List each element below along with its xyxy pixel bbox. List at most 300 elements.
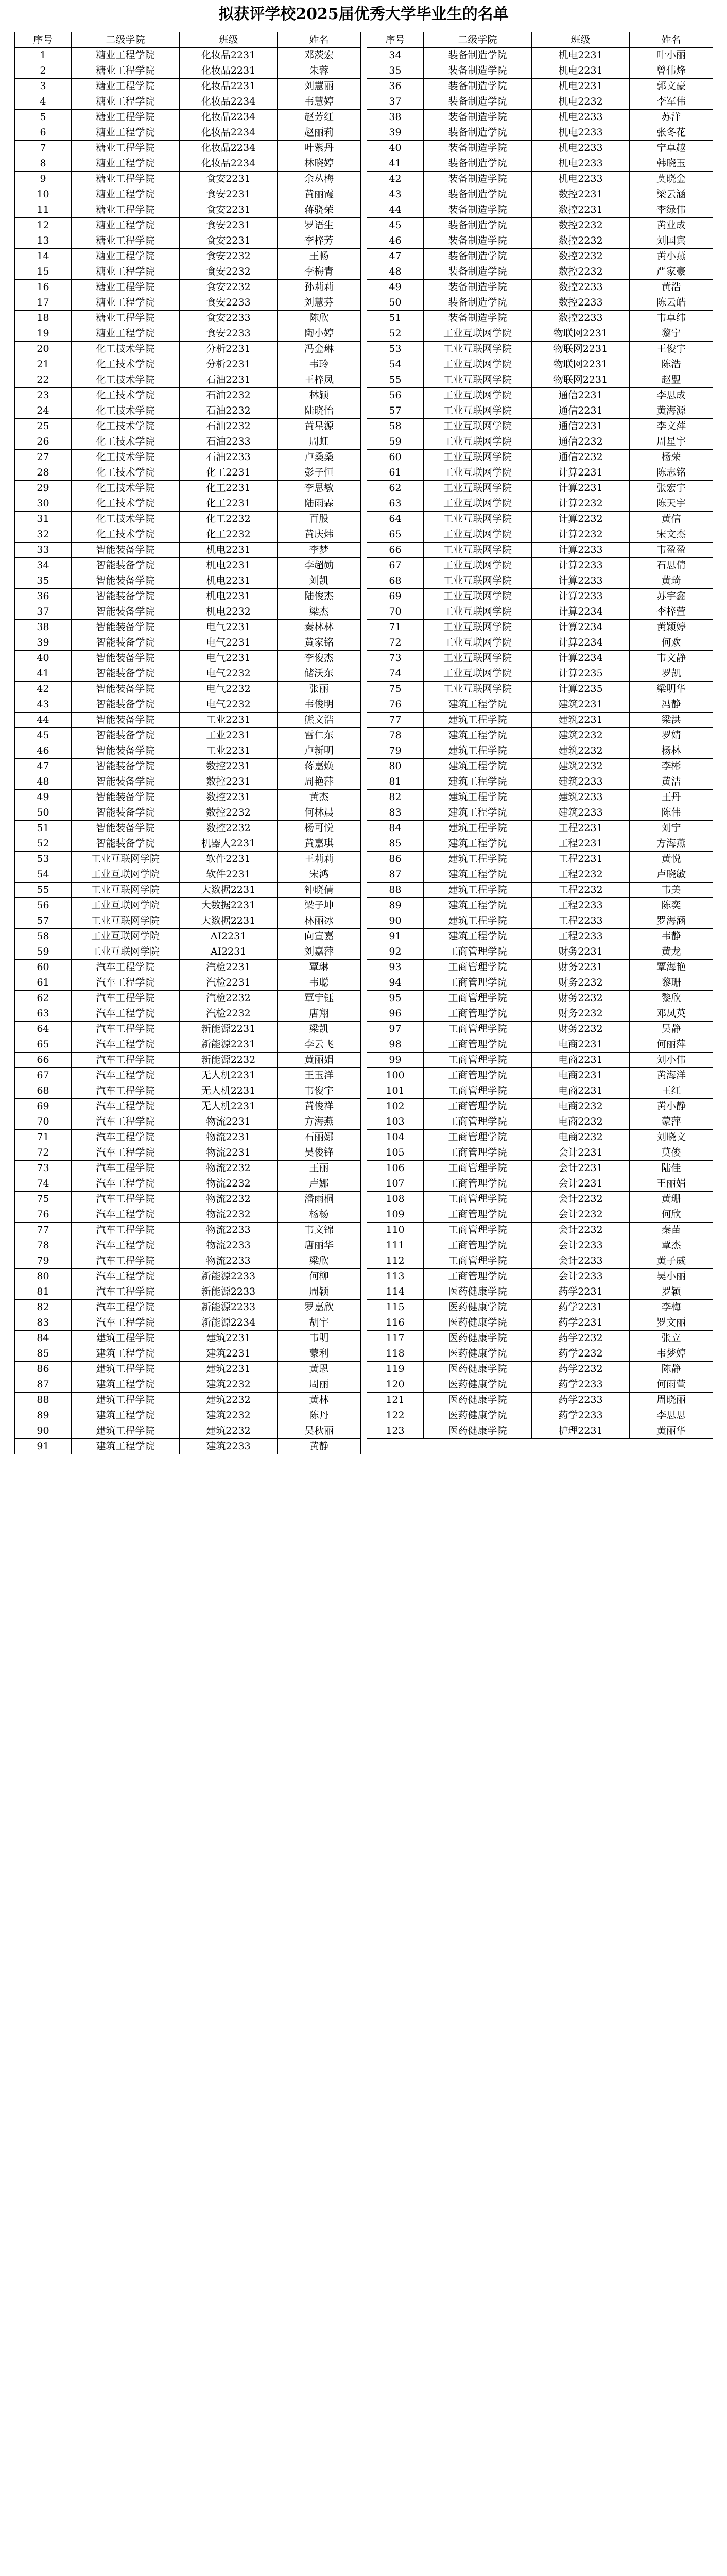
table-row — [15, 883, 361, 898]
table-row — [367, 156, 713, 172]
cell-class: 会计2232 — [532, 1223, 630, 1238]
cell-name: 陈云皓 — [630, 295, 713, 311]
cell-number: 50 — [367, 295, 424, 311]
cell-number: 4 — [15, 94, 72, 110]
cell-class: 化工2231 — [180, 496, 278, 512]
cell-class: 药学2232 — [532, 1331, 630, 1346]
cell-class: 财务2231 — [532, 944, 630, 960]
cell-class: 会计2233 — [532, 1238, 630, 1253]
cell-number: 54 — [15, 867, 72, 883]
table-row — [15, 898, 361, 913]
cell-class: 物联网2231 — [532, 342, 630, 357]
roster-table-right — [367, 32, 713, 1439]
cell-number: 42 — [367, 172, 424, 187]
cell-number: 84 — [367, 821, 424, 836]
cell-class: 食安2232 — [180, 264, 278, 280]
cell-college: 工商管理学院 — [424, 975, 532, 991]
cell-name: 卢晓敏 — [630, 867, 713, 883]
cell-class: 药学2232 — [532, 1346, 630, 1362]
cell-number: 85 — [367, 836, 424, 852]
cell-college: 建筑工程学院 — [72, 1331, 180, 1346]
table-row — [367, 1408, 713, 1423]
cell-number: 75 — [15, 1192, 72, 1207]
cell-number: 79 — [15, 1253, 72, 1269]
cell-name: 李俊杰 — [278, 651, 361, 666]
table-row — [367, 419, 713, 434]
cell-college: 工业互联网学院 — [424, 527, 532, 543]
cell-number: 33 — [15, 543, 72, 558]
cell-number: 60 — [367, 450, 424, 465]
cell-name: 李思成 — [630, 388, 713, 403]
table-row — [367, 543, 713, 558]
cell-college: 智能装备学院 — [72, 604, 180, 620]
cell-college: 医药健康学院 — [424, 1393, 532, 1408]
cell-college: 装备制造学院 — [424, 125, 532, 141]
cell-number: 100 — [367, 1068, 424, 1083]
table-row — [367, 48, 713, 63]
cell-number: 74 — [367, 666, 424, 682]
cell-class: 会计2232 — [532, 1207, 630, 1223]
table-row — [367, 1099, 713, 1114]
cell-class: 工业2231 — [180, 743, 278, 759]
cell-name: 陈静 — [630, 1362, 713, 1377]
table-row — [15, 1284, 361, 1300]
cell-name: 梁欣 — [278, 1253, 361, 1269]
cell-class: 计算2234 — [532, 604, 630, 620]
cell-number: 28 — [15, 465, 72, 481]
table-row — [15, 1238, 361, 1253]
page-title: 拟获评学校2025届优秀大学毕业生的名单 — [218, 5, 509, 23]
cell-college: 糖业工程学院 — [72, 202, 180, 218]
table-row — [367, 728, 713, 743]
cell-name: 陈浩 — [630, 357, 713, 372]
cell-college: 智能装备学院 — [72, 774, 180, 790]
table-row — [15, 233, 361, 249]
cell-class: 计算2232 — [532, 512, 630, 527]
cell-college: 智能装备学院 — [72, 651, 180, 666]
cell-college: 建筑工程学院 — [424, 743, 532, 759]
cell-class: 计算2235 — [532, 666, 630, 682]
cell-name: 黄海源 — [630, 403, 713, 419]
cell-number: 53 — [367, 342, 424, 357]
cell-college: 装备制造学院 — [424, 311, 532, 326]
cell-class: 物流2233 — [180, 1238, 278, 1253]
cell-college: 化工技术学院 — [72, 481, 180, 496]
cell-number: 96 — [367, 1006, 424, 1022]
table-row — [15, 125, 361, 141]
table-row — [367, 481, 713, 496]
cell-college: 智能装备学院 — [72, 573, 180, 589]
cell-class: 计算2234 — [532, 651, 630, 666]
table-row — [367, 1145, 713, 1161]
table-row — [15, 604, 361, 620]
cell-class: 大数据2231 — [180, 883, 278, 898]
cell-college: 工业互联网学院 — [424, 481, 532, 496]
cell-number: 89 — [15, 1408, 72, 1423]
cell-number: 6 — [15, 125, 72, 141]
cell-name: 宋鸿 — [278, 867, 361, 883]
table-row — [15, 543, 361, 558]
cell-class: 电气2231 — [180, 651, 278, 666]
cell-class: 化妆品2234 — [180, 94, 278, 110]
cell-name: 李超勋 — [278, 558, 361, 573]
cell-name: 周艳萍 — [278, 774, 361, 790]
cell-name: 卢桑桑 — [278, 450, 361, 465]
table-row — [367, 774, 713, 790]
cell-college: 工业互联网学院 — [72, 852, 180, 867]
cell-college: 糖业工程学院 — [72, 233, 180, 249]
cell-class: 机电2231 — [180, 543, 278, 558]
cell-number: 36 — [15, 589, 72, 604]
cell-college: 建筑工程学院 — [72, 1393, 180, 1408]
cell-name: 梁凯 — [278, 1022, 361, 1037]
cell-class: 化工2231 — [180, 481, 278, 496]
cell-class: 通信2231 — [532, 419, 630, 434]
cell-number: 47 — [15, 759, 72, 774]
table-row — [367, 852, 713, 867]
cell-college: 医药健康学院 — [424, 1346, 532, 1362]
cell-name: 刘宁 — [630, 821, 713, 836]
cell-college: 装备制造学院 — [424, 172, 532, 187]
cell-college: 智能装备学院 — [72, 682, 180, 697]
cell-college: 医药健康学院 — [424, 1331, 532, 1346]
cell-college: 建筑工程学院 — [72, 1408, 180, 1423]
cell-name: 黄浩 — [630, 280, 713, 295]
table-row — [15, 713, 361, 728]
cell-number: 74 — [15, 1176, 72, 1192]
cell-number: 37 — [367, 94, 424, 110]
cell-class: 会计2231 — [532, 1161, 630, 1176]
cell-college: 工业互联网学院 — [424, 434, 532, 450]
cell-name: 卢娜 — [278, 1176, 361, 1192]
table-row — [367, 883, 713, 898]
cell-college: 装备制造学院 — [424, 156, 532, 172]
cell-name: 向宣嘉 — [278, 929, 361, 944]
table-row — [15, 573, 361, 589]
cell-class: 食安2233 — [180, 295, 278, 311]
cell-college: 化工技术学院 — [72, 496, 180, 512]
cell-class: 财务2231 — [532, 960, 630, 975]
cell-college: 工业互联网学院 — [424, 620, 532, 635]
table-row — [15, 79, 361, 94]
cell-college: 汽车工程学院 — [72, 1315, 180, 1331]
cell-class: 大数据2231 — [180, 913, 278, 929]
cell-class: 机电2232 — [532, 94, 630, 110]
cell-name: 王畅 — [278, 249, 361, 264]
cell-college: 化工技术学院 — [72, 419, 180, 434]
cell-college: 智能装备学院 — [72, 805, 180, 821]
table-row — [367, 867, 713, 883]
cell-number: 89 — [367, 898, 424, 913]
cell-class: 化妆品2231 — [180, 79, 278, 94]
cell-college: 汽车工程学院 — [72, 1006, 180, 1022]
cell-class: 建筑2232 — [180, 1408, 278, 1423]
cell-number: 11 — [15, 202, 72, 218]
cell-college: 工业互联网学院 — [424, 388, 532, 403]
cell-number: 123 — [367, 1423, 424, 1439]
table-row — [367, 589, 713, 604]
table-row — [15, 1253, 361, 1269]
cell-college: 工业互联网学院 — [424, 465, 532, 481]
table-row — [367, 342, 713, 357]
table-row — [367, 187, 713, 202]
table-row — [15, 172, 361, 187]
table-row — [15, 1223, 361, 1238]
cell-name: 罗语生 — [278, 218, 361, 233]
table-row — [15, 1006, 361, 1022]
cell-number: 86 — [15, 1362, 72, 1377]
cell-number: 13 — [15, 233, 72, 249]
table-row — [15, 1192, 361, 1207]
table-row — [15, 1022, 361, 1037]
cell-name: 黄嘉琪 — [278, 836, 361, 852]
cell-number: 70 — [367, 604, 424, 620]
cell-name: 杨可悦 — [278, 821, 361, 836]
table-row — [15, 635, 361, 651]
table-row — [15, 1331, 361, 1346]
cell-class: 汽检2231 — [180, 960, 278, 975]
cell-name: 黄俊祥 — [278, 1099, 361, 1114]
cell-number: 114 — [367, 1284, 424, 1300]
cell-college: 化工技术学院 — [72, 434, 180, 450]
cell-class: 工程2233 — [532, 913, 630, 929]
cell-name: 罗文丽 — [630, 1315, 713, 1331]
table-row — [367, 434, 713, 450]
cell-college: 医药健康学院 — [424, 1377, 532, 1393]
table-row — [15, 913, 361, 929]
cell-class: 化妆品2234 — [180, 110, 278, 125]
cell-name: 黄小燕 — [630, 249, 713, 264]
cell-number: 34 — [367, 48, 424, 63]
table-row — [15, 1423, 361, 1439]
cell-name: 黄洁 — [630, 774, 713, 790]
cell-class: 建筑2231 — [532, 697, 630, 713]
cell-number: 17 — [15, 295, 72, 311]
cell-class: 工程2231 — [532, 836, 630, 852]
cell-number: 46 — [15, 743, 72, 759]
cell-college: 汽车工程学院 — [72, 1022, 180, 1037]
cell-number: 48 — [15, 774, 72, 790]
cell-class: 建筑2232 — [180, 1423, 278, 1439]
cell-name: 韦慧婷 — [278, 94, 361, 110]
cell-college: 工业互联网学院 — [424, 589, 532, 604]
cell-class: 数控2231 — [180, 790, 278, 805]
cell-class: 数控2231 — [180, 759, 278, 774]
cell-number: 72 — [15, 1145, 72, 1161]
cell-name: 潘雨桐 — [278, 1192, 361, 1207]
table-row — [367, 218, 713, 233]
cell-class: 石油2233 — [180, 434, 278, 450]
cell-name: 李梦 — [278, 543, 361, 558]
cell-college: 装备制造学院 — [424, 94, 532, 110]
cell-class: 通信2231 — [532, 403, 630, 419]
cell-class: 建筑2231 — [180, 1346, 278, 1362]
cell-class: 建筑2231 — [532, 713, 630, 728]
cell-number: 44 — [367, 202, 424, 218]
cell-college: 工业互联网学院 — [424, 635, 532, 651]
cell-class: 食安2231 — [180, 202, 278, 218]
table-row — [15, 218, 361, 233]
table-row — [15, 1393, 361, 1408]
cell-number: 55 — [15, 883, 72, 898]
table-row — [367, 790, 713, 805]
cell-college: 建筑工程学院 — [424, 836, 532, 852]
cell-college: 糖业工程学院 — [72, 249, 180, 264]
cell-class: 物流2231 — [180, 1145, 278, 1161]
table-row — [367, 527, 713, 543]
cell-name: 吴静 — [630, 1022, 713, 1037]
cell-number: 112 — [367, 1253, 424, 1269]
cell-college: 建筑工程学院 — [424, 790, 532, 805]
cell-name: 黎宁 — [630, 326, 713, 342]
table-row — [367, 898, 713, 913]
cell-number: 56 — [367, 388, 424, 403]
cell-class: 建筑2233 — [532, 805, 630, 821]
cell-number: 30 — [15, 496, 72, 512]
cell-number: 84 — [15, 1331, 72, 1346]
table-row — [15, 496, 361, 512]
cell-class: 机电2233 — [532, 125, 630, 141]
cell-name: 梁杰 — [278, 604, 361, 620]
header-class: 班级 — [532, 32, 630, 48]
cell-number: 68 — [367, 573, 424, 589]
cell-college: 糖业工程学院 — [72, 326, 180, 342]
table-row — [367, 1053, 713, 1068]
cell-college: 工商管理学院 — [424, 1145, 532, 1161]
cell-number: 79 — [367, 743, 424, 759]
cell-number: 93 — [367, 960, 424, 975]
cell-name: 陶小婷 — [278, 326, 361, 342]
cell-college: 装备制造学院 — [424, 110, 532, 125]
cell-college: 工商管理学院 — [424, 1022, 532, 1037]
cell-name: 卢新明 — [278, 743, 361, 759]
table-row — [367, 620, 713, 635]
cell-number: 78 — [367, 728, 424, 743]
cell-number: 97 — [367, 1022, 424, 1037]
cell-name: 叶紫丹 — [278, 141, 361, 156]
cell-name: 李彬 — [630, 759, 713, 774]
cell-class: 软件2231 — [180, 867, 278, 883]
cell-college: 智能装备学院 — [72, 821, 180, 836]
cell-number: 71 — [367, 620, 424, 635]
cell-college: 化工技术学院 — [72, 403, 180, 419]
cell-class: 数控2232 — [532, 249, 630, 264]
table-row — [367, 1362, 713, 1377]
cell-name: 罗海涵 — [630, 913, 713, 929]
cell-name: 韦美 — [630, 883, 713, 898]
cell-class: 会计2231 — [532, 1176, 630, 1192]
cell-name: 黄龙 — [630, 944, 713, 960]
cell-college: 工商管理学院 — [424, 1207, 532, 1223]
cell-college: 汽车工程学院 — [72, 975, 180, 991]
table-row — [15, 790, 361, 805]
cell-class: 药学2232 — [532, 1362, 630, 1377]
cell-number: 34 — [15, 558, 72, 573]
cell-name: 苏宇鑫 — [630, 589, 713, 604]
table-row — [15, 929, 361, 944]
cell-number: 73 — [367, 651, 424, 666]
cell-name: 唐翔 — [278, 1006, 361, 1022]
cell-name: 刘小伟 — [630, 1053, 713, 1068]
cell-name: 刘嘉萍 — [278, 944, 361, 960]
cell-name: 李梅青 — [278, 264, 361, 280]
cell-name: 杨杨 — [278, 1207, 361, 1223]
cell-number: 5 — [15, 110, 72, 125]
cell-name: 林丽冰 — [278, 913, 361, 929]
cell-class: 数控2233 — [532, 280, 630, 295]
cell-class: 计算2232 — [532, 527, 630, 543]
cell-number: 7 — [15, 141, 72, 156]
cell-college: 工商管理学院 — [424, 1238, 532, 1253]
table-row — [15, 1439, 361, 1454]
cell-name: 王红 — [630, 1083, 713, 1099]
cell-number: 64 — [15, 1022, 72, 1037]
cell-number: 23 — [15, 388, 72, 403]
cell-college: 工业互联网学院 — [72, 867, 180, 883]
table-row — [15, 1130, 361, 1145]
cell-name: 何柳 — [278, 1269, 361, 1284]
cell-number: 119 — [367, 1362, 424, 1377]
cell-class: 机电2231 — [532, 63, 630, 79]
cell-class: 物流2232 — [180, 1176, 278, 1192]
cell-college: 糖业工程学院 — [72, 141, 180, 156]
cell-college: 汽车工程学院 — [72, 1037, 180, 1053]
cell-college: 工业互联网学院 — [424, 372, 532, 388]
cell-name: 黄业成 — [630, 218, 713, 233]
table-row — [15, 94, 361, 110]
cell-class: 建筑2232 — [180, 1377, 278, 1393]
header-class: 班级 — [180, 32, 278, 48]
table-row — [15, 1053, 361, 1068]
cell-college: 糖业工程学院 — [72, 125, 180, 141]
cell-number: 53 — [15, 852, 72, 867]
cell-name: 孙莉莉 — [278, 280, 361, 295]
cell-name: 黄子威 — [630, 1253, 713, 1269]
cell-name: 王梓凤 — [278, 372, 361, 388]
table-row — [367, 975, 713, 991]
cell-college: 工业互联网学院 — [72, 913, 180, 929]
table-row — [15, 975, 361, 991]
cell-number: 121 — [367, 1393, 424, 1408]
cell-name: 陈丹 — [278, 1408, 361, 1423]
table-row — [367, 125, 713, 141]
table-row — [15, 774, 361, 790]
cell-class: 电气2231 — [180, 620, 278, 635]
cell-name: 邓茨宏 — [278, 48, 361, 63]
cell-number: 82 — [15, 1300, 72, 1315]
cell-name: 韦聪 — [278, 975, 361, 991]
cell-number: 52 — [367, 326, 424, 342]
cell-name: 覃杰 — [630, 1238, 713, 1253]
cell-college: 建筑工程学院 — [424, 774, 532, 790]
cell-college: 建筑工程学院 — [72, 1439, 180, 1454]
cell-number: 57 — [367, 403, 424, 419]
table-row — [15, 388, 361, 403]
cell-number: 41 — [15, 666, 72, 682]
cell-college: 汽车工程学院 — [72, 1192, 180, 1207]
cell-number: 54 — [367, 357, 424, 372]
table-row — [15, 1176, 361, 1192]
cell-class: 药学2233 — [532, 1377, 630, 1393]
cell-college: 汽车工程学院 — [72, 1053, 180, 1068]
cell-college: 工业互联网学院 — [424, 342, 532, 357]
cell-college: 智能装备学院 — [72, 589, 180, 604]
table-row — [367, 1068, 713, 1083]
cell-name: 黄杰 — [278, 790, 361, 805]
cell-name: 陈奕 — [630, 898, 713, 913]
cell-number: 122 — [367, 1408, 424, 1423]
cell-college: 糖业工程学院 — [72, 48, 180, 63]
